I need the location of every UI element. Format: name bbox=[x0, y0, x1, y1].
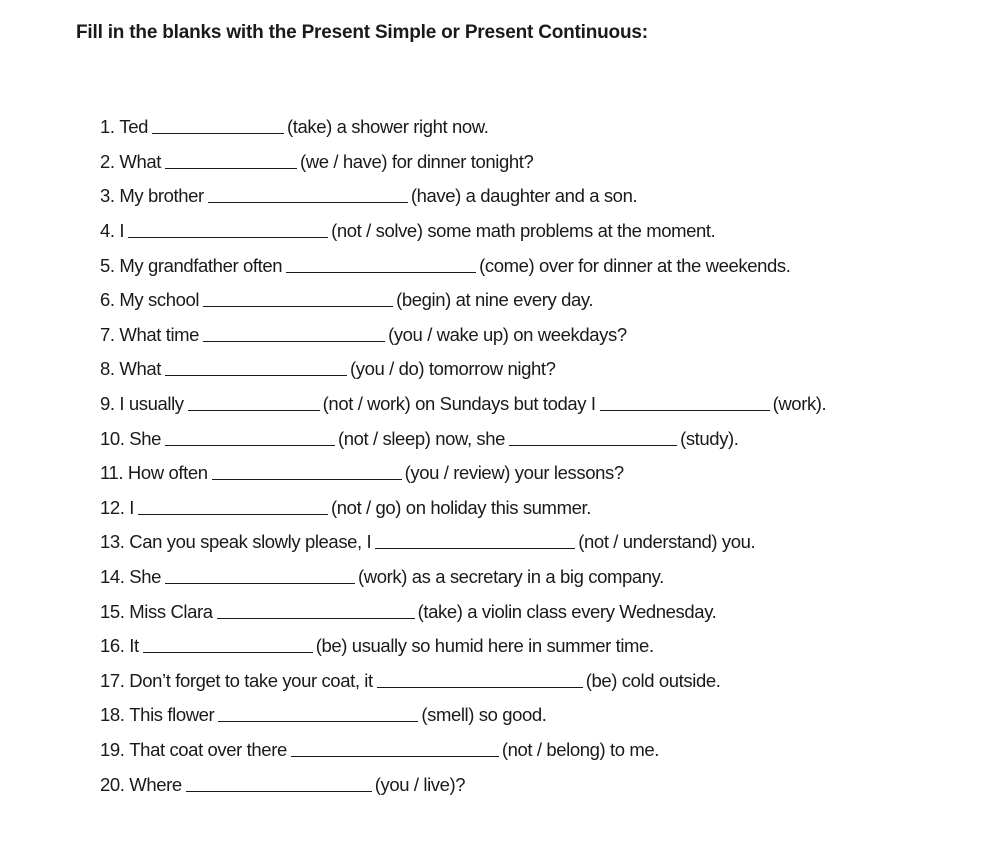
item-text: I bbox=[129, 496, 135, 518]
item-number: 5. bbox=[100, 254, 115, 276]
exercise-item bbox=[100, 456, 980, 491]
item-text: I usually bbox=[119, 393, 184, 415]
exercise-item bbox=[100, 145, 980, 180]
answer-blank[interactable] bbox=[286, 257, 476, 273]
item-number: 9. bbox=[100, 393, 115, 415]
answer-blank[interactable] bbox=[138, 499, 328, 515]
item-text: Don’t forget to take your coat, it bbox=[129, 669, 373, 691]
item-text: (take) a violin class every Wednesday. bbox=[417, 600, 717, 622]
exercise-item bbox=[100, 387, 980, 422]
answer-blank[interactable] bbox=[375, 533, 575, 549]
item-text: (not / belong) to me. bbox=[501, 738, 660, 760]
item-text: (not / understand) you. bbox=[578, 531, 756, 553]
item-number: 6. bbox=[100, 289, 115, 311]
item-text: She bbox=[129, 427, 161, 449]
exercise-item bbox=[100, 214, 980, 249]
item-number: 16. bbox=[100, 635, 125, 657]
exercise-item bbox=[100, 698, 980, 733]
item-text: (be) cold outside. bbox=[585, 669, 721, 691]
answer-blank[interactable] bbox=[165, 568, 355, 584]
exercise-item bbox=[100, 421, 980, 456]
item-number: 17. bbox=[100, 669, 125, 691]
item-text: Ted bbox=[119, 116, 149, 138]
item-text: (you / review) your lessons? bbox=[404, 462, 624, 484]
exercise-item bbox=[100, 352, 980, 387]
item-text: (not / sleep) now, she bbox=[338, 427, 506, 449]
item-number: 20. bbox=[100, 773, 125, 795]
item-number: 14. bbox=[100, 566, 125, 588]
item-text: How often bbox=[127, 462, 208, 484]
answer-blank[interactable] bbox=[203, 291, 393, 307]
worksheet-title: Fill in the blanks with the Present Simple or Present Continuous: bbox=[76, 22, 648, 43]
item-number: 12. bbox=[100, 496, 125, 518]
item-text: (begin) at nine every day. bbox=[396, 289, 594, 311]
answer-blank[interactable] bbox=[212, 464, 402, 480]
item-text: That coat over there bbox=[129, 738, 287, 760]
exercise-item bbox=[100, 248, 980, 283]
answer-blank[interactable] bbox=[128, 222, 328, 238]
item-number: 7. bbox=[100, 323, 115, 345]
answer-blank[interactable] bbox=[188, 395, 320, 411]
exercise-item bbox=[100, 664, 980, 699]
item-text: (work). bbox=[772, 393, 827, 415]
item-number: 3. bbox=[100, 185, 115, 207]
exercise-item bbox=[100, 283, 980, 318]
answer-blank[interactable] bbox=[186, 776, 372, 792]
item-text: My brother bbox=[119, 185, 204, 207]
exercise-item bbox=[100, 733, 980, 768]
exercise-item bbox=[100, 318, 980, 353]
item-text: I bbox=[119, 220, 125, 242]
answer-blank[interactable] bbox=[165, 153, 297, 169]
item-text: (have) a daughter and a son. bbox=[410, 185, 638, 207]
item-text: This flower bbox=[129, 704, 215, 726]
item-text: My grandfather often bbox=[119, 254, 283, 276]
exercise-item bbox=[100, 179, 980, 214]
answer-blank[interactable] bbox=[217, 603, 415, 619]
answer-blank[interactable] bbox=[291, 741, 499, 757]
item-text: Where bbox=[129, 773, 182, 795]
answer-blank[interactable] bbox=[165, 430, 335, 446]
item-number: 2. bbox=[100, 150, 115, 172]
item-text: (not / solve) some math problems at the moment. bbox=[331, 220, 716, 242]
item-text: She bbox=[129, 566, 161, 588]
item-number: 8. bbox=[100, 358, 115, 380]
item-text: (you / live)? bbox=[374, 773, 466, 795]
answer-blank[interactable] bbox=[152, 118, 284, 134]
item-text: What time bbox=[119, 323, 200, 345]
item-text: (take) a shower right now. bbox=[287, 116, 489, 138]
item-text: My school bbox=[119, 289, 200, 311]
exercise-item bbox=[100, 491, 980, 526]
exercise-item bbox=[100, 629, 980, 664]
item-text: Can you speak slowly please, I bbox=[129, 531, 372, 553]
exercise-item bbox=[100, 560, 980, 595]
item-number: 15. bbox=[100, 600, 125, 622]
exercise-item bbox=[100, 525, 980, 560]
answer-blank[interactable] bbox=[218, 706, 418, 722]
item-number: 1. bbox=[100, 116, 115, 138]
item-number: 11. bbox=[100, 462, 124, 484]
exercise-item bbox=[100, 767, 980, 802]
exercise-item bbox=[100, 110, 980, 145]
item-text: (you / do) tomorrow night? bbox=[349, 358, 556, 380]
item-text: (smell) so good. bbox=[421, 704, 547, 726]
item-number: 18. bbox=[100, 704, 125, 726]
exercise-item bbox=[100, 594, 980, 629]
answer-blank[interactable] bbox=[377, 672, 583, 688]
item-text: Miss Clara bbox=[129, 600, 213, 622]
item-text: What bbox=[119, 150, 161, 172]
item-text: (study). bbox=[680, 427, 739, 449]
item-number: 13. bbox=[100, 531, 125, 553]
answer-blank[interactable] bbox=[165, 360, 347, 376]
item-text: It bbox=[129, 635, 139, 657]
answer-blank[interactable] bbox=[600, 395, 770, 411]
answer-blank[interactable] bbox=[143, 637, 313, 653]
item-text: (you / wake up) on weekdays? bbox=[388, 323, 627, 345]
item-text: (not / work) on Sundays but today I bbox=[322, 393, 596, 415]
item-number: 10. bbox=[100, 427, 125, 449]
answer-blank[interactable] bbox=[509, 430, 677, 446]
item-number: 4. bbox=[100, 220, 115, 242]
item-number: 19. bbox=[100, 738, 125, 760]
item-text: (be) usually so humid here in summer time. bbox=[315, 635, 654, 657]
answer-blank[interactable] bbox=[203, 326, 385, 342]
item-text: (come) over for dinner at the weekends. bbox=[479, 254, 791, 276]
item-text: What bbox=[119, 358, 161, 380]
exercise-list bbox=[100, 110, 980, 802]
answer-blank[interactable] bbox=[208, 187, 408, 203]
item-text: (we / have) for dinner tonight? bbox=[299, 150, 534, 172]
item-text: (work) as a secretary in a big company. bbox=[358, 566, 664, 588]
item-text: (not / go) on holiday this summer. bbox=[331, 496, 591, 518]
